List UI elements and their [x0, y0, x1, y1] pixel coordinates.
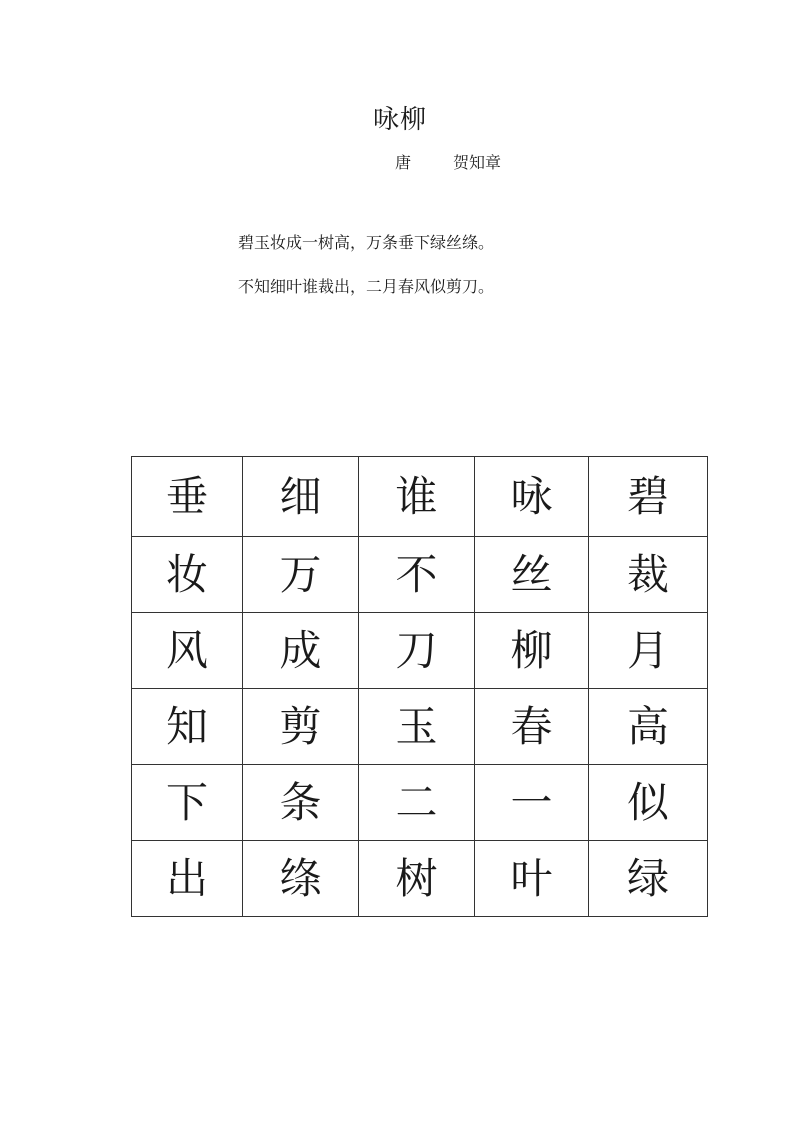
poem-author: 贺知章	[453, 153, 502, 172]
grid-cell: 绦	[243, 841, 359, 917]
grid-cell: 玉	[359, 689, 475, 765]
grid-cell: 月	[589, 613, 708, 689]
grid-row	[132, 765, 708, 841]
grid-row	[132, 613, 708, 689]
grid-cell: 叶	[475, 841, 589, 917]
poem-body	[238, 230, 494, 318]
grid-cell: 春	[475, 689, 589, 765]
grid-cell: 一	[475, 765, 589, 841]
grid-cell: 不	[359, 537, 475, 613]
grid-cell: 咏	[475, 457, 589, 537]
grid-cell: 裁	[589, 537, 708, 613]
grid-cell: 二	[359, 765, 475, 841]
grid-cell: 绿	[589, 841, 708, 917]
grid-cell: 细	[243, 457, 359, 537]
grid-cell: 似	[589, 765, 708, 841]
grid-cell: 风	[132, 613, 243, 689]
grid-cell: 树	[359, 841, 475, 917]
grid-cell: 出	[132, 841, 243, 917]
grid-cell: 成	[243, 613, 359, 689]
grid-cell: 丝	[475, 537, 589, 613]
grid-cell: 妆	[132, 537, 243, 613]
grid-row	[132, 841, 708, 917]
poem-line: 不知细叶谁裁出，二月春风似剪刀。	[238, 277, 495, 296]
grid-cell: 高	[589, 689, 708, 765]
grid-cell: 知	[132, 689, 243, 765]
character-grid-body	[132, 457, 708, 917]
poem-title: 咏柳	[372, 105, 427, 135]
grid-row	[132, 689, 708, 765]
poem-byline	[395, 150, 501, 176]
poem-line: 碧玉妆成一树高，万条垂下绿丝绦。	[238, 233, 495, 252]
grid-cell: 垂	[132, 457, 243, 537]
grid-cell: 条	[243, 765, 359, 841]
grid-cell: 碧	[589, 457, 708, 537]
grid-cell: 刀	[359, 613, 475, 689]
grid-cell: 剪	[243, 689, 359, 765]
grid-cell: 谁	[359, 457, 475, 537]
grid-cell: 万	[243, 537, 359, 613]
grid-row	[132, 457, 708, 537]
poem-dynasty: 唐	[395, 153, 412, 172]
grid-row	[132, 537, 708, 613]
grid-cell: 柳	[475, 613, 589, 689]
grid-cell: 下	[132, 765, 243, 841]
character-grid	[131, 456, 708, 917]
